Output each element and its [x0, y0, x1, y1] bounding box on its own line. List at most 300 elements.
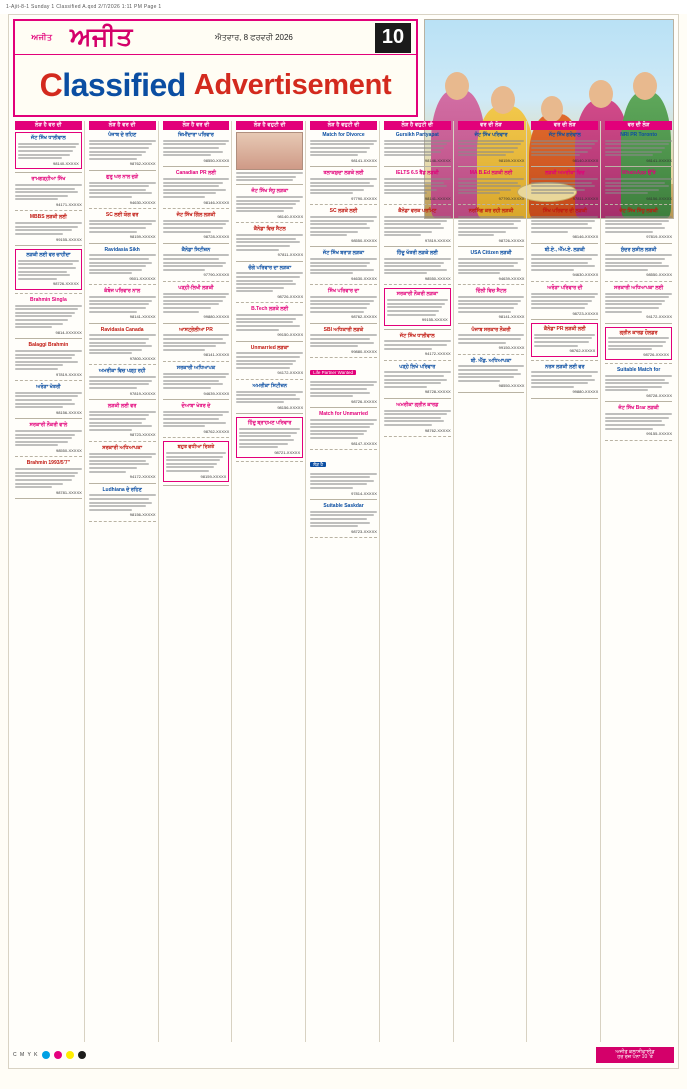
ad-text-line — [15, 226, 78, 228]
ad-text-line — [310, 522, 370, 524]
ad-text-line — [236, 176, 296, 178]
ad-text-line — [18, 150, 73, 152]
ad-divider — [15, 172, 82, 173]
classified-ad — [89, 174, 156, 205]
classified-ad — [531, 364, 598, 395]
ad-text-line — [310, 518, 367, 520]
ad-text-line — [163, 265, 223, 267]
ad-text-line — [531, 189, 584, 191]
ad-text-line — [236, 391, 303, 393]
ad-text-line — [531, 303, 588, 305]
classified-ad — [15, 422, 82, 453]
ad-headline: ਪੜ੍ਹੀ-ਲਿਖੀ ਲੜਕੀ — [178, 284, 214, 291]
photo-face — [589, 80, 613, 108]
ad-text-line — [310, 384, 373, 386]
classified-ad — [15, 132, 82, 169]
ad-divider — [236, 461, 303, 462]
ad-body-text — [531, 216, 598, 232]
classified-ad — [89, 247, 156, 282]
ad-text-line — [15, 357, 72, 359]
ad-headline: ਬੀ. ਐੱਡ. ਅਧਿਆਪਕਾ — [470, 357, 512, 364]
classified-ad — [458, 132, 525, 163]
ad-text-line — [531, 143, 594, 145]
ad-text-line — [384, 234, 421, 236]
ad-text-line — [15, 198, 58, 200]
ad-text-line — [458, 369, 518, 371]
classified-ad — [236, 306, 303, 337]
ad-body-text — [163, 373, 230, 389]
ad-divider — [605, 440, 672, 441]
ad-text-line — [236, 234, 303, 236]
ad-text-line — [236, 360, 296, 362]
ad-text-line — [239, 446, 278, 448]
ad-text-line — [89, 494, 156, 496]
ad-text-line — [15, 437, 72, 439]
ad-divider — [236, 184, 303, 185]
ad-text-line — [384, 265, 441, 267]
ad-text-line — [310, 487, 353, 489]
ad-divider — [310, 204, 377, 205]
ad-contact-number: 94630-XXXXX — [129, 199, 156, 205]
ad-headline: ਅਮਰੀਕਾ ਵਿਚ ਪੜ੍ਹ ਰਹੀ — [98, 368, 146, 375]
ad-body-text — [310, 419, 377, 439]
ad-contact-number: 98147-XXXXX — [351, 440, 377, 446]
ad-text-line — [89, 505, 146, 507]
ad-text-line — [534, 345, 578, 347]
ad-text-line — [163, 311, 200, 313]
ad-text-line — [236, 238, 296, 240]
ad-text-line — [236, 283, 296, 285]
ad-text-line — [605, 296, 668, 298]
ad-text-line — [310, 182, 370, 184]
registration-dot-cyan — [42, 1051, 50, 1059]
ad-headline: ਤਲਾਕਸ਼ੁਦਾ ਲੜਕੇ ਲਈ — [323, 170, 364, 177]
ad-text-line — [384, 262, 444, 264]
ad-text-line — [531, 185, 594, 187]
ad-body-text — [15, 184, 82, 200]
ad-divider — [458, 246, 525, 247]
ad-text-line — [236, 367, 289, 369]
ad-text-line — [310, 178, 377, 180]
classified-ad — [163, 170, 230, 205]
ad-text-line — [163, 414, 223, 416]
ad-contact-number: 94630-XXXXX — [572, 272, 599, 278]
ad-divider — [531, 204, 598, 205]
ad-text-line — [531, 371, 598, 373]
ad-body-text — [605, 254, 672, 270]
ad-headline: ਕੈਨੇਡਾ ਸਿਟੀਜ਼ਨ — [181, 246, 211, 253]
ad-text-line — [310, 334, 377, 336]
ad-text-line — [89, 192, 152, 194]
ad-text-line — [89, 185, 149, 187]
ad-text-line — [236, 321, 293, 323]
ad-text-line — [531, 178, 598, 180]
ad-divider — [458, 323, 525, 324]
ad-text-line — [531, 140, 598, 142]
classified-ad — [89, 212, 156, 240]
ad-divider — [236, 341, 303, 342]
ad-text-line — [605, 147, 665, 149]
ad-divider — [384, 436, 451, 437]
ad-headline: ਜੱਟ ਸਿੱਖ ਧਾਲੀਵਾਲ — [399, 332, 435, 339]
ad-body-text — [89, 494, 156, 510]
ad-text-line — [384, 178, 451, 180]
ad-text-line — [236, 314, 303, 316]
ad-text-line — [163, 196, 206, 198]
ad-text-line — [163, 293, 230, 295]
ad-divider — [163, 361, 230, 362]
classified-ad — [384, 170, 451, 201]
ad-text-line — [236, 241, 299, 243]
ad-body-text — [458, 365, 525, 381]
ad-text-line — [163, 220, 230, 222]
ad-text-line — [458, 192, 501, 194]
ad-text-line — [310, 234, 347, 236]
ad-text-line — [458, 380, 501, 382]
ad-text-line — [458, 338, 521, 340]
ad-text-line — [310, 307, 367, 309]
ad-text-line — [15, 312, 75, 314]
ad-text-line — [15, 441, 68, 443]
ad-contact-number: 98550-XXXXX — [646, 272, 673, 278]
ad-text-line — [531, 154, 579, 156]
ad-text-line — [531, 262, 588, 264]
ad-contact-number: 98762-XXXXX — [129, 161, 156, 167]
ad-body-text — [15, 392, 82, 408]
ad-contact-number: 98146-XXXXX — [572, 234, 599, 240]
ad-text-line — [605, 311, 642, 313]
classified-ad — [605, 405, 672, 436]
ad-text-line — [89, 453, 156, 455]
ad-headline: IELTS 6.5 ਬੈਂਡ ਲੜਕੀ — [395, 170, 439, 177]
ad-text-line — [236, 196, 303, 198]
ad-text-line — [458, 185, 521, 187]
ad-text-line — [384, 147, 444, 149]
ad-body-text — [236, 352, 303, 368]
ad-text-line — [384, 420, 444, 422]
ad-headline: ਲੜਕੀ ਅਮਰੀਕਾ ਵਿਚ — [545, 170, 585, 177]
ad-text-line — [18, 157, 62, 159]
cmyk-label: C M Y K — [13, 1052, 39, 1058]
ad-text-line — [163, 303, 220, 305]
ad-text-line — [531, 147, 591, 149]
ad-contact-number: 98726-XXXXX — [351, 398, 377, 404]
ad-body-text — [89, 296, 156, 312]
ad-text-line — [89, 414, 149, 416]
ad-divider — [310, 246, 377, 247]
ad-headline: MA B.Ed ਲੜਕੀ ਲਈ — [469, 170, 513, 177]
ad-contact-number: 9814-XXXXXX — [55, 329, 82, 335]
ad-text-line — [605, 254, 672, 256]
ad-divider — [310, 407, 377, 408]
ad-contact-number: 99155-XXXXX — [55, 236, 82, 242]
ad-text-line — [605, 220, 668, 222]
ad-divider — [89, 483, 156, 484]
classified-ad — [310, 411, 377, 446]
ad-text-line — [89, 158, 137, 160]
ad-text-line — [531, 220, 594, 222]
footer-promo-line2: ਹਰ ਰੋਜ਼ ਪੰਨਾ 10 'ਤੇ — [617, 1054, 653, 1060]
ad-text-line — [310, 392, 370, 394]
ad-body-text — [163, 254, 230, 270]
ad-text-line — [89, 352, 132, 354]
ad-text-line — [15, 191, 78, 193]
ad-headline: NRI PR Toronto — [620, 132, 658, 138]
ad-divider — [605, 281, 672, 282]
ad-contact-number: 99155-XXXXX — [421, 317, 448, 323]
ad-text-line — [15, 319, 68, 321]
ad-contact-number: 98726-XXXXX — [52, 281, 79, 287]
ad-text-line — [531, 182, 591, 184]
ad-divider — [15, 456, 82, 457]
ad-text-line — [163, 140, 230, 142]
ad-body-text — [458, 258, 525, 274]
ad-text-line — [163, 147, 220, 149]
ad-body-text — [310, 258, 377, 274]
ad-text-line — [163, 231, 211, 233]
ad-text-line — [89, 383, 149, 385]
ad-text-line — [458, 227, 518, 229]
ad-headline: ਜੱਟ ਸਿੱਖ ਗਿੱਲ ਲੜਕੀ — [176, 212, 216, 218]
ad-text-line — [163, 296, 226, 298]
ad-body-text — [608, 337, 669, 350]
ad-text-line — [531, 307, 584, 309]
ad-text-line — [384, 410, 451, 412]
ad-text-line — [387, 299, 448, 301]
ad-divider — [236, 261, 303, 262]
ad-text-line — [89, 509, 132, 511]
ad-body-text — [384, 371, 451, 387]
ad-divider — [236, 302, 303, 303]
ad-text-line — [89, 262, 152, 264]
ad-text-line — [310, 388, 367, 390]
ad-divider — [15, 245, 82, 246]
ad-text-line — [18, 274, 70, 276]
ad-text-line — [310, 151, 367, 153]
ad-contact-number: 94171-XXXXX — [55, 202, 82, 208]
ad-text-line — [89, 231, 137, 233]
ad-contact-number: 98723-XXXXX — [129, 432, 156, 438]
ad-body-text — [236, 234, 303, 250]
ad-text-line — [163, 307, 211, 309]
ad-text-line — [605, 227, 665, 229]
ad-body-text — [89, 411, 156, 431]
ad-contact-number: 98723-XXXXX — [572, 310, 599, 316]
classified-column — [603, 121, 674, 1042]
registration-dot-yellow — [66, 1051, 74, 1059]
ad-body-text — [310, 216, 377, 236]
ad-divider — [605, 204, 672, 205]
ad-text-line — [310, 423, 373, 425]
ad-text-line — [384, 216, 451, 218]
ad-body-text — [605, 140, 672, 156]
ad-text-line — [89, 258, 149, 260]
ad-text-line — [605, 178, 672, 180]
ad-text-line — [15, 406, 63, 408]
ad-text-line — [310, 300, 373, 302]
classified-ad — [15, 342, 82, 377]
ad-divider — [89, 284, 156, 285]
ad-text-line — [236, 352, 303, 354]
ad-contact-number: 98728-XXXXX — [424, 389, 451, 395]
ad-text-line — [89, 307, 146, 309]
ad-contact-number: 97811-XXXXX — [572, 196, 599, 202]
ad-divider — [89, 170, 156, 171]
ad-headline: ਜੱਟ ਸਿੱਖ ਗਰੇਵਾਲ — [548, 132, 581, 138]
ad-headline: ਦੋਆਬਾ ਖੇਤਰ ਦੇ — [181, 403, 211, 410]
ad-text-line — [531, 382, 588, 384]
ad-headline: MBBS ਲੜਕੀ ਲਈ — [29, 214, 67, 221]
ad-text-line — [236, 179, 293, 181]
ad-divider — [310, 284, 377, 285]
ad-text-line — [458, 272, 501, 274]
ad-text-line — [310, 511, 377, 513]
column-header: ਵਰ ਦੀ ਲੋੜ — [531, 121, 598, 130]
ad-text-line — [236, 318, 296, 320]
ad-divider — [531, 360, 598, 361]
ad-text-line — [458, 178, 525, 180]
ad-text-line — [384, 192, 427, 194]
ad-text-line — [605, 223, 662, 225]
ad-text-line — [236, 325, 299, 327]
ad-text-line — [163, 258, 220, 260]
ad-text-line — [89, 418, 146, 420]
ad-text-line — [310, 189, 363, 191]
ad-body-text — [89, 140, 156, 160]
ad-text-line — [310, 192, 353, 194]
ad-contact-number: 98726-XXXXX — [498, 237, 525, 243]
ad-headline: ਨਰਸਿੰਗ ਕਰ ਰਹੀ ਲੜਕੀ — [468, 208, 514, 215]
ad-text-line — [458, 265, 515, 267]
ad-text-line — [310, 258, 377, 260]
ad-divider — [163, 166, 230, 167]
ad-text-line — [384, 185, 447, 187]
ad-body-text — [531, 140, 598, 156]
ad-contact-number: 98141-XXXXX — [129, 314, 156, 320]
classified-column — [87, 121, 159, 1042]
ad-body-text — [458, 334, 525, 343]
ad-divider — [89, 323, 156, 324]
ad-body-text — [163, 220, 230, 233]
classified-ad — [605, 132, 672, 163]
column-header: ਲੋੜ ਹੈ ਵਹੁਟੀ ਦੀ — [310, 121, 377, 130]
ad-text-line — [89, 143, 152, 145]
registration-dot-magenta — [54, 1051, 62, 1059]
ad-contact-number: 94630-XXXXX — [351, 276, 377, 282]
ad-text-line — [458, 342, 506, 344]
classified-column — [382, 121, 454, 1042]
ad-headline: Brahmin 1993/5'7" — [26, 460, 71, 467]
ad-divider — [384, 398, 451, 399]
ad-body-text — [18, 143, 79, 159]
ad-contact-number: 94639-XXXXX — [498, 276, 525, 282]
ad-body-text — [605, 375, 672, 391]
ad-text-line — [163, 192, 216, 194]
ad-text-line — [236, 356, 299, 358]
ad-text-line — [15, 434, 75, 436]
ad-headline: Match for Unmarried — [319, 411, 368, 418]
classified-ad — [605, 285, 672, 320]
ad-body-text — [384, 178, 451, 194]
ad-body-text — [310, 511, 377, 527]
ad-text-line — [15, 479, 72, 481]
ad-text-line — [384, 371, 451, 373]
ad-text-line — [310, 262, 370, 264]
ad-text-line — [458, 365, 525, 367]
ad-text-line — [163, 345, 216, 347]
ad-divider — [458, 204, 525, 205]
ad-headline: ਪੜ੍ਹੇ ਲਿਖੇ ਪਰਿਵਾਰ — [399, 363, 436, 370]
classified-ad — [310, 132, 377, 163]
ad-text-line — [163, 422, 226, 424]
ad-text-line — [310, 272, 353, 274]
ad-text-line — [236, 287, 284, 289]
ad-text-line — [310, 381, 377, 383]
ad-text-line — [534, 341, 589, 343]
ad-text-line — [89, 338, 149, 340]
ad-text-line — [310, 338, 370, 340]
ad-text-line — [531, 296, 594, 298]
ad-text-line — [605, 303, 662, 305]
ad-text-line — [15, 184, 82, 186]
newspaper-title: ਅਜੀਤ — [70, 23, 133, 51]
ad-divider — [531, 166, 598, 167]
ad-text-line — [236, 329, 279, 331]
ad-body-text — [310, 473, 377, 489]
ad-text-line — [163, 411, 230, 413]
ad-text-line — [89, 380, 152, 382]
ad-text-line — [15, 188, 75, 190]
ad-contact-number: 99155-XXXXX — [646, 431, 673, 437]
ad-text-line — [605, 140, 672, 142]
ad-text-line — [18, 263, 73, 265]
ad-divider — [163, 399, 230, 400]
ad-text-line — [18, 260, 79, 262]
classified-ad — [384, 364, 451, 395]
ad-text-line — [89, 265, 146, 267]
ad-text-line — [458, 262, 518, 264]
ad-text-line — [310, 311, 363, 313]
ad-text-line — [605, 143, 668, 145]
ad-headline: ਕੈਨੇਡਾ ਵਰਕ ਪਰਮਿਟ — [398, 208, 437, 215]
ad-divider — [15, 418, 82, 419]
ad-body-text — [15, 350, 82, 370]
ad-body-text — [458, 140, 525, 156]
ad-contact-number: 98762-XXXXX — [424, 427, 451, 433]
ad-text-line — [384, 220, 447, 222]
ad-text-line — [534, 334, 595, 336]
ad-divider — [384, 329, 451, 330]
column-header: ਵਰ ਦੀ ਲੋੜ — [605, 121, 672, 130]
ad-text-line — [89, 269, 142, 271]
ad-divider — [15, 293, 82, 294]
ad-text-line — [236, 290, 273, 292]
ad-text-line — [531, 227, 591, 229]
ad-text-line — [531, 231, 568, 233]
banner-classified — [40, 67, 186, 104]
ad-divider — [458, 392, 525, 393]
classified-ad — [163, 212, 230, 240]
ad-text-line — [605, 293, 672, 295]
photo-face — [633, 72, 657, 100]
ad-text-line — [15, 399, 72, 401]
ad-divider — [15, 210, 82, 211]
ad-divider — [15, 498, 82, 499]
ad-body-text — [531, 178, 598, 194]
ad-headline: ਸਰਕਾਰੀ ਅਧਿਆਪਕ — [176, 364, 216, 371]
ad-text-line — [458, 373, 521, 375]
ad-text-line — [531, 265, 594, 267]
